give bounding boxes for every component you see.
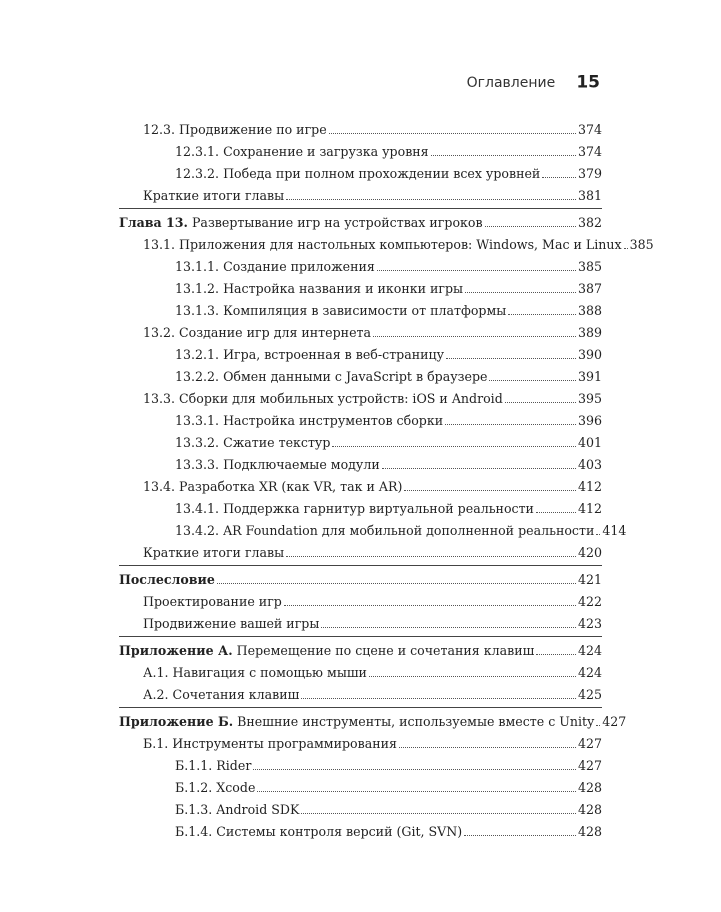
chapter-separator [119, 208, 602, 209]
toc-entry[interactable] [119, 590, 602, 612]
toc-entry[interactable] [119, 453, 602, 475]
toc-entry-title [175, 410, 443, 432]
toc-entry-text: А.1. Навигация с помощью мыши [143, 665, 367, 680]
toc-entry-page: 428 [577, 780, 602, 795]
dot-leader [624, 233, 628, 249]
toc-entry-title [143, 476, 402, 498]
toc-entry-title [143, 542, 284, 564]
dot-leader [508, 299, 576, 315]
toc-entry[interactable] [119, 321, 602, 343]
toc-entry-page: 427 [577, 758, 602, 773]
toc-entry[interactable] [119, 612, 602, 634]
dot-leader [217, 568, 576, 584]
toc-entry[interactable] [119, 343, 602, 365]
toc-entry-text: 13.3. Сборки для мобильных устройств: iOS и Android [143, 391, 503, 406]
dot-leader [286, 184, 576, 200]
toc-entry-title [143, 662, 367, 684]
table-of-contents [119, 118, 654, 842]
toc-entry-page: 395 [577, 391, 602, 406]
toc-entry-title [175, 799, 299, 821]
toc-entry-title [175, 163, 540, 185]
toc-chapter-entry[interactable] [119, 639, 602, 661]
toc-entry-text: 12.3.1. Сохранение и загрузка уровня [175, 144, 429, 159]
toc-entry-text: Б.1.2. Xcode [175, 780, 256, 795]
toc-entry-title [143, 119, 327, 141]
toc-entry[interactable] [119, 661, 602, 683]
toc-entry-page: 382 [577, 215, 602, 230]
toc-entry-text: 13.2.1. Игра, встроенная в веб-страницу [175, 347, 445, 362]
toc-entry-text: 13.3.1. Настройка инструментов сборки [175, 413, 444, 428]
toc-entry-title [175, 141, 429, 163]
toc-entry-title [143, 388, 503, 410]
dot-leader [301, 798, 576, 814]
dot-leader [329, 118, 576, 134]
toc-entry[interactable] [119, 184, 602, 206]
dot-leader [332, 431, 576, 447]
toc-entry-text: 13.1. Приложения для настольных компьютеров: Windows, Mac и Linux [143, 237, 622, 252]
toc-entry-title [143, 591, 282, 613]
toc-entry[interactable] [119, 255, 602, 277]
chapter-separator [119, 636, 602, 637]
toc-entry-title [119, 212, 483, 234]
toc-entry-page: 423 [577, 616, 602, 631]
toc-entry[interactable] [119, 409, 602, 431]
page-header [0, 72, 600, 93]
toc-entry-page: 401 [577, 435, 602, 450]
toc-chapter-entry[interactable] [119, 568, 602, 590]
dot-leader [404, 475, 576, 491]
toc-entry-prefix: Приложение Б. [119, 714, 234, 729]
toc-entry[interactable] [119, 820, 602, 842]
toc-entry-page: 422 [577, 594, 602, 609]
toc-entry-page: 389 [577, 325, 602, 340]
toc-entry-text: 13.4. Разработка XR (как VR, так и AR) [143, 479, 403, 494]
toc-entry-title [119, 640, 534, 662]
chapter-separator [119, 565, 602, 566]
toc-entry[interactable] [119, 776, 602, 798]
toc-entry-text: Б.1. Инструменты программирования [143, 736, 397, 751]
toc-entry-title [175, 821, 462, 843]
toc-entry-title [175, 755, 251, 777]
dot-leader [301, 683, 576, 699]
toc-entry-page: 427 [602, 714, 627, 729]
toc-entry[interactable] [119, 162, 602, 184]
toc-entry[interactable] [119, 475, 602, 497]
toc-entry[interactable] [119, 365, 602, 387]
dot-leader [596, 710, 600, 726]
toc-entry[interactable] [119, 118, 602, 140]
toc-entry[interactable] [119, 277, 602, 299]
toc-entry-page: 403 [577, 457, 602, 472]
toc-entry-text: Развертывание игр на устройствах игроков [187, 215, 483, 230]
toc-entry-title [175, 256, 375, 278]
toc-entry-text: 13.2.2. Обмен данными с JavaScript в браузере [175, 369, 488, 384]
toc-entry-text: 13.4.2. AR Foundation для мобильной дополненной реальности [175, 523, 595, 538]
page-number: 15 [576, 72, 600, 93]
toc-entry[interactable] [119, 387, 602, 409]
dot-leader [257, 776, 576, 792]
section-title: Оглавление [466, 74, 556, 91]
dot-leader [465, 277, 576, 293]
dot-leader [489, 365, 575, 381]
toc-entry-text: 13.1.3. Компиляция в зависимости от платформы [175, 303, 507, 318]
dot-leader [536, 639, 576, 655]
toc-entry-title [175, 300, 506, 322]
toc-entry[interactable] [119, 431, 602, 453]
toc-entry-page: 390 [577, 347, 602, 362]
toc-entry-title [143, 733, 397, 755]
toc-entry-text: 13.4.1. Поддержка гарнитур виртуальной реальности [175, 501, 534, 516]
toc-entry-text: 13.2. Создание игр для интернета [143, 325, 371, 340]
dot-leader [321, 612, 576, 628]
toc-entry[interactable] [119, 683, 602, 705]
toc-entry-title [175, 432, 330, 454]
dot-leader [485, 211, 576, 227]
toc-entry-page: 387 [577, 281, 602, 296]
toc-entry-title [143, 185, 284, 207]
toc-entry-page: 374 [577, 144, 602, 159]
dot-leader [596, 519, 600, 535]
toc-entry-page: 427 [577, 736, 602, 751]
toc-entry[interactable] [119, 519, 627, 541]
toc-entry-title [143, 322, 371, 344]
dot-leader [382, 453, 576, 469]
toc-entry-text: 12.3. Продвижение по игре [143, 122, 327, 137]
toc-entry-text: Б.1.1. Rider [175, 758, 252, 773]
toc-entry-title [175, 278, 463, 300]
dot-leader [505, 387, 576, 403]
toc-entry-title [143, 684, 299, 706]
toc-entry[interactable] [119, 299, 602, 321]
dot-leader [286, 541, 576, 557]
dot-leader [542, 162, 576, 178]
toc-entry-page: 374 [577, 122, 602, 137]
toc-entry-page: 385 [629, 237, 654, 252]
toc-entry-page: 414 [602, 523, 627, 538]
toc-entry-text: 13.3.2. Сжатие текстур [175, 435, 331, 450]
toc-entry[interactable] [119, 497, 602, 519]
toc-entry[interactable] [119, 140, 602, 162]
toc-entry-page: 428 [577, 824, 602, 839]
dot-leader [399, 732, 576, 748]
toc-entry-prefix: Приложение А. [119, 643, 233, 658]
dot-leader [446, 343, 576, 359]
toc-entry-page: 421 [577, 572, 602, 587]
toc-entry-prefix: Послесловие [119, 572, 215, 587]
toc-entry-title [175, 454, 380, 476]
toc-chapter-entry[interactable] [119, 211, 602, 233]
dot-leader [284, 590, 576, 606]
toc-entry-page: 425 [577, 687, 602, 702]
dot-leader [369, 661, 576, 677]
toc-entry-page: 388 [577, 303, 602, 318]
toc-entry-page: 428 [577, 802, 602, 817]
toc-entry-title [175, 366, 487, 388]
toc-entry-page: 391 [577, 369, 602, 384]
dot-leader [253, 754, 576, 770]
toc-entry-page: 424 [577, 643, 602, 658]
toc-entry-text: Краткие итоги главы [143, 545, 285, 560]
toc-entry-text: Продвижение вашей игры [143, 616, 320, 631]
toc-entry-page: 412 [577, 479, 602, 494]
toc-entry[interactable] [119, 541, 602, 563]
toc-entry-title [143, 234, 622, 256]
toc-entry[interactable] [119, 798, 602, 820]
toc-entry[interactable] [119, 754, 602, 776]
toc-entry[interactable] [119, 233, 654, 255]
toc-entry-text: 13.3.3. Подключаемые модули [175, 457, 380, 472]
dot-leader [536, 497, 576, 513]
toc-entry-title [175, 344, 444, 366]
dot-leader [445, 409, 576, 425]
dot-leader [373, 321, 576, 337]
toc-entry-prefix: Глава 13. [119, 215, 188, 230]
dot-leader [431, 140, 576, 156]
toc-entry-text: Внешние инструменты, используемые вместе с Unity [233, 714, 595, 729]
toc-entry-text: Краткие итоги главы [143, 188, 285, 203]
toc-entry-page: 379 [577, 166, 602, 181]
chapter-separator [119, 707, 602, 708]
dot-leader [464, 820, 576, 836]
toc-entry-title [175, 498, 534, 520]
toc-entry-page: 420 [577, 545, 602, 560]
toc-entry-page: 385 [577, 259, 602, 274]
toc-entry-page: 424 [577, 665, 602, 680]
toc-entry-text: 12.3.2. Победа при полном прохождении всех уровней [175, 166, 541, 181]
toc-entry-title [175, 520, 594, 542]
toc-entry-text: Б.1.3. Android SDK [175, 802, 300, 817]
toc-entry-text: Б.1.4. Системы контроля версий (Git, SVN) [175, 824, 463, 839]
toc-entry-text: А.2. Сочетания клавиш [143, 687, 300, 702]
toc-entry-text: Проектирование игр [143, 594, 282, 609]
toc-entry-title [143, 613, 319, 635]
toc-entry-title [119, 569, 215, 591]
toc-entry-text: Перемещение по сцене и сочетания клавиш [232, 643, 535, 658]
dot-leader [377, 255, 576, 271]
toc-entry-text: 13.1.1. Создание приложения [175, 259, 375, 274]
toc-chapter-entry[interactable] [119, 710, 627, 732]
toc-entry-page: 412 [577, 501, 602, 516]
toc-entry-text: 13.1.2. Настройка названия и иконки игры [175, 281, 464, 296]
toc-entry-title [175, 777, 255, 799]
toc-entry-page: 396 [577, 413, 602, 428]
toc-entry-page: 381 [577, 188, 602, 203]
toc-entry-title [119, 711, 594, 733]
toc-entry[interactable] [119, 732, 602, 754]
